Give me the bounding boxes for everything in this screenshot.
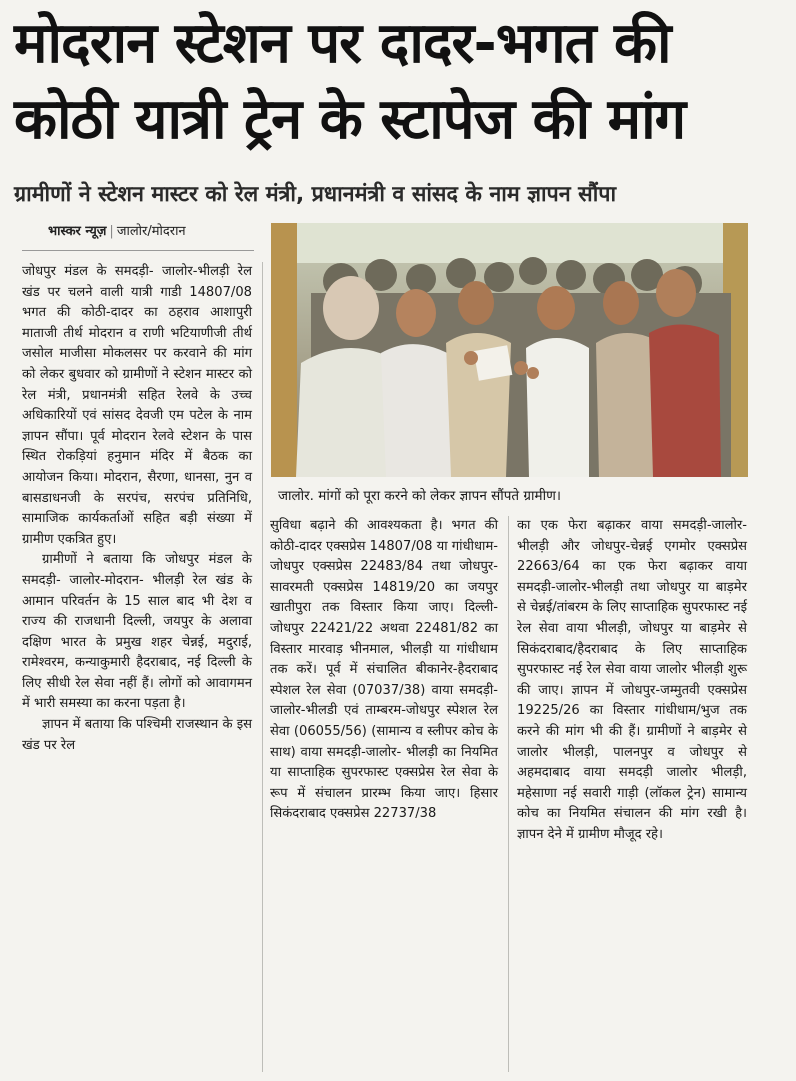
headline	[14, 6, 784, 158]
byline-rule	[22, 250, 254, 251]
column-3-text: का एक फेरा बढ़ाकर वाया समदड़ी-जालोर- भीलड़ी और जोधपुर-चेन्नई एगमोर एक्सप्रेस 22663/64 का एक फेरा बढ़ाकर वाया समदड़ी-जालोर-भीलड़ी तथा जोधपुर या बाड़मेर से चेन्नई/तांबरम के लिए साप्ताहिक सुपरफास्ट नई रेल सेवा वाया भीलड़ी, जोधपुर या बाड़मेर से सिकंदराबाद/हैदराबाद के लिए साप्ताहिक सुपरफास्ट नई रेल सेवा वाया जालोर भीलड़ी शुरू की जाए। ज्ञापन में जोधपुर-जम्मुतवी एक्सप्रेस 19225/26 का विस्तार गांधीधाम/भुज तक करने की मांग भी की हैं। ग्रामीणों ने बाड़मेर से जालोर भीलड़ी, पालनपुर व जोधपुर से अहमदाबाद वाया समदड़ी जालोर भीलड़ी, महेसाणा नई सवारी गाड़ी (लॉकल ट्रेन) सामान्य कोच का नियमित संचालन की मांग रखी है। ज्ञापन देने में ग्रामीण मौजूद रहे।	[517, 518, 747, 842]
column-2-text: सुविधा बढ़ाने की आवश्यकता है। भगत की कोठी-दादर एक्सप्रेस 14807/08 या गांधीधाम-जोधपुर एक्सप्रेस 22483/84 तथा जोधपुर-सावरमती एक्सप्रेस 14819/20 का जयपुर खातीपुरा तक विस्तार किया जाए। दिल्ली-जोधपुर 22421/22 अथवा 22481/82 का विस्तार मारवाड़ भीनमाल, भीलड़ी या गांधीधाम तक करें। पूर्व में संचालित बीकानेर-हैदराबाद स्पेशल रेल सेवा (07037/38) वाया समदड़ी-जालोर-भीलडी एवं ताम्बरम-जोधपुर स्पेशल रेल सेवा (06055/56) (सामान्य व स्लीपर कोच के साथ) वाया समदड़ी-जालोर- भीलड़ी का नियमित या साप्ताहिक सुपरफास्ट एक्सप्रेस रेल सेवा के रूप में संचालन प्रारम्भ किया जाए। हिसार सिकंदराबाद एक्सप्रेस 22737/38	[270, 518, 498, 822]
byline-place: जालोर/मोदरान	[116, 224, 186, 239]
paragraph-2: ग्रामीणों ने बताया कि जोधपुर मंडल के समदड़ी- जालोर-मोदरान- भीलड़ी रेल खंड के आमान परिवर्तन के 15 साल बाद भी देश व राज्य की राजधानी दिल्ली, जयपुर के अलावा दक्षिण भारत के प्रमुख शहर चेन्नई, मदुराई, रामेश्वरम, कन्याकुमारी हैदराबाद, नई दिल्ली के लिए सीधी रेल सेवा नहीं हैं। लोगों को आवागमन में भारी समस्या का करना पड़ता है।	[22, 552, 252, 712]
headline-line-1: मोदरान स्टेशन पर दादर-भगत की	[14, 11, 671, 76]
byline-source: भास्कर न्यूज़	[48, 224, 107, 239]
news-photo	[271, 223, 748, 477]
column-divider-2	[508, 516, 509, 1072]
article-column-3	[517, 516, 747, 846]
photo-caption: जालोर. मांगों को पूरा करने को लेकर ज्ञापन सौंपते ग्रामीण।	[278, 488, 561, 504]
byline-separator: |	[109, 224, 114, 239]
byline	[48, 222, 186, 242]
article-column-2	[270, 516, 498, 825]
paragraph-3: ज्ञापन में बताया कि पश्चिमी राजस्थान के इस खंड पर रेल	[22, 717, 252, 753]
subheadline: ग्रामीणों ने स्टेशन मास्टर को रेल मंत्री, प्रधानमंत्री व सांसद के नाम ज्ञापन सौंपा	[14, 182, 617, 207]
article-column-1	[22, 262, 252, 756]
column-divider-1	[262, 262, 263, 1072]
headline-line-2: कोठी यात्री ट्रेन के स्टापेज की मांग	[14, 87, 686, 152]
crowd-photo-illustration	[271, 223, 748, 477]
paragraph-1: जोधपुर मंडल के समदड़ी- जालोर-भीलड़ी रेल खंड पर चलने वाली यात्री गाडी 14807/08 भगत की कोठी-दादर का ठहराव आशापुरी माताजी तीर्थ मोदरान व राणी भटियाणीजी तीर्थ जसोल माजीसा मोकलसर पर करवाने की मांग को लेकर बुधवार को ग्रामीणों ने स्टेशन मास्टर को रेल मंत्री, प्रधानमंत्री सहित रेलवे के उच्च अधिकारियों एवं सांसद देवजी एम पटेल के नाम ज्ञापन सौंपा। पूर्व मोदरान रेलवे स्टेशन के पास स्थित रोकड़ियां हनुमान मंदिर में बैठक का आयोजन किया। मोदरान, सैरणा, धानसा, नुन व बासडाधनजी के सरपंच, सरपंच प्रतिनिधि, सामाजिक कार्यकर्ताओं सहित बड़ी संख्या में ग्रामीण एकत्रित हुए।	[22, 264, 252, 547]
